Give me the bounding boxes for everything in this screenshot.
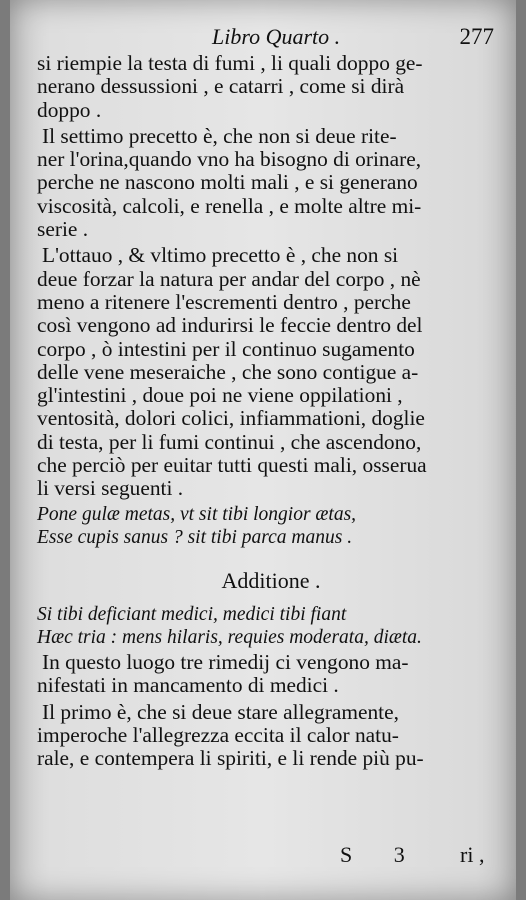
section-heading: Additione . xyxy=(221,568,321,594)
signature-mark: S 3 xyxy=(340,842,423,867)
text-line: così vengono ad indurirsi le feccie dentro del xyxy=(37,313,423,338)
verse-line: Si tibi deficiant medici, medici tibi fiant xyxy=(37,603,347,625)
paragraph xyxy=(37,651,505,698)
text-line: In questo luogo tre rimedij ci vengono ma- xyxy=(42,650,409,675)
text-line: delle vene meseraiche , che sono contigue a- xyxy=(37,359,419,384)
verse-line: Hæc tria : mens hilaris, requies moderata, diæta. xyxy=(37,626,422,648)
verse-line: Esse cupis sanus ? sit tibi parca manus . xyxy=(37,526,353,548)
text-line: nifestati in mancamento di medici . xyxy=(37,673,339,698)
catchword: ri , xyxy=(460,842,485,867)
text-line: ventosità, dolori colici, infiammationi, doglie xyxy=(37,406,425,431)
text-line: gl'intestini , doue poi ne viene oppilationi , xyxy=(37,383,403,408)
text-line: corpo , ò intestini per il continuo sugamento xyxy=(37,336,415,361)
text-line: deue forzar la natura per andar del corpo , nè xyxy=(37,266,421,291)
text-line: Il settimo precetto è, che non si deue rite- xyxy=(42,123,397,148)
paragraph xyxy=(37,701,505,771)
page-number: 277 xyxy=(459,24,494,49)
text-line: rale, e contempera li spiriti, e li rende più pu- xyxy=(37,746,424,771)
text-line: L'ottauo , & vltimo precetto è , che non si xyxy=(42,243,399,268)
text-line: Il primo è, che si deue stare allegramente, xyxy=(42,699,399,724)
text-line: che perciò per euitar tutti questi mali, osserua xyxy=(37,453,427,478)
verse-block xyxy=(37,503,505,550)
book-page xyxy=(10,0,516,900)
paragraph xyxy=(37,52,505,122)
text-line: serie . xyxy=(37,217,89,242)
text-line: di testa, per li fumi continui , che ascendono, xyxy=(37,429,422,454)
text-line: doppo . xyxy=(37,97,102,122)
text-line: viscosità, calcoli, e renella , e molte altre mi- xyxy=(37,193,422,218)
text-line: imperoche l'allegrezza eccita il calor natu- xyxy=(37,723,399,748)
paragraph xyxy=(37,125,505,241)
body-text xyxy=(37,52,505,771)
text-line: ner l'orina,quando vno ha bisogno di orinare, xyxy=(37,147,422,172)
page-header xyxy=(38,24,508,54)
text-line: perche ne nascono molti mali , e si generano xyxy=(37,170,418,195)
text-line: si riempie la testa di fumi , li quali doppo ge- xyxy=(37,51,423,75)
text-line: meno a ritenere l'escrementi dentro , perche xyxy=(37,289,411,314)
text-line: nerano dessussioni , e catarri , come si dirà xyxy=(37,74,405,99)
running-title: Libro Quarto . xyxy=(212,24,341,49)
verse-block xyxy=(37,603,505,650)
paragraph xyxy=(37,244,505,500)
verse-line: Pone gulæ metas, vt sit tibi longior ætas, xyxy=(37,503,357,525)
text-line: li versi seguenti . xyxy=(37,476,184,501)
